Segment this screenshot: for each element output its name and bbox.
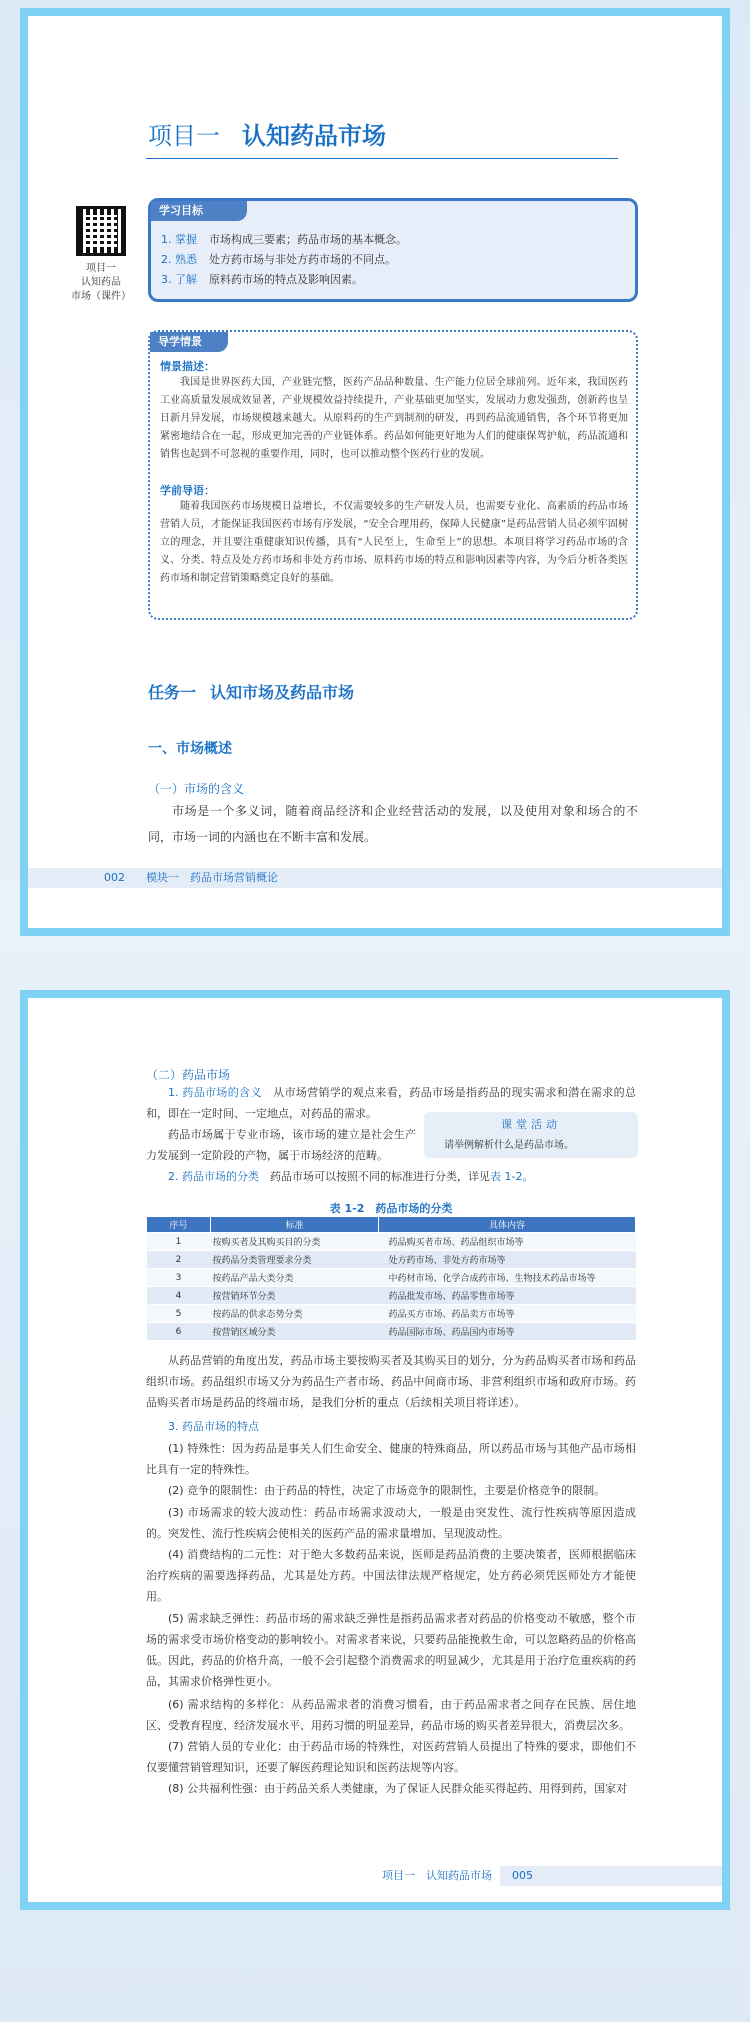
feature-item: (6) 需求结构的多样化：从药品需求者的消费习惯看，由于药品需求者之间存在民族、居住地区、受教育程度、经济发展水平、用药习惯的明显差异，药品市场的购买者差异很大，消费层次多。 bbox=[146, 1698, 636, 1732]
intro-paragraph: 随着我国医药市场规模日益增长，不仅需要较多的生产研发人员，也需要专业化、高素质的药品市场营销人员，才能保证我国医药市场有序发展，“安全合理用药，保障人民健康”是药品营销人员必须牢固树立的理念，并且要注重健康知识传播，具有“人民至上，生命至上”的思想。本项目将学习药品市场的含义、分类、特点及处方药市场和非处方药市场、原料药市场的特点和影响因素等内容，为今后分析各类医药市场和制定营销策略奠定良好的基础。 bbox=[160, 501, 628, 584]
qr-caption: 项目一 认知药品 市场（课件） bbox=[71, 263, 131, 302]
paragraph-classification bbox=[146, 1166, 636, 1187]
project-heading bbox=[148, 116, 386, 151]
page-002 bbox=[20, 8, 730, 936]
heading-rule bbox=[146, 158, 618, 159]
class-activity-text: 请举例解析什么是药品市场。 bbox=[444, 1140, 574, 1151]
scenario-paragraph: 我国是世界医药大国，产业链完整，医药产品品种数量、生产能力位居全球前列。近年来，我国医药工业高质量发展成效显著，产业规模效益持续提升，产业基础更加坚实，发展动力愈发强劲，创新药也呈日新月异发展，市场规模越来越大。从原料药的生产到制剂的研发，再到药品流通销售，各个环节将更加紧密地结合在一起，形成更加完善的产业链体系。药品如何能更好地为人们的健康保驾护航，药品流通和销售也起到不可忽视的重要作用，同时，也可以推动整个医药行业的发展。 bbox=[160, 377, 628, 460]
body-paragraph: 市场是一个多义词，随着商品经济和企业经营活动的发展，以及使用对象和场合的不同，市场一词的内涵也在不断丰富和发展。 bbox=[148, 804, 638, 844]
page-number: 005 bbox=[512, 1869, 533, 1882]
subsection-heading: （二）药品市场 bbox=[146, 1068, 231, 1082]
page-number: 002 bbox=[104, 871, 125, 884]
table-header-row bbox=[147, 1217, 636, 1233]
table-caption: 表 1-2 药品市场的分类 bbox=[329, 1202, 453, 1215]
goal-text: 原料药市场的特点及影响因素。 bbox=[209, 273, 363, 286]
table-cell: 药品国际市场、药品国内市场等 bbox=[379, 1323, 636, 1341]
goal-key: 2. 熟悉 bbox=[161, 253, 197, 266]
table-cell: 处方药市场、非处方药市场等 bbox=[379, 1251, 636, 1269]
classification-table bbox=[146, 1216, 636, 1341]
task-number: 任务一 bbox=[148, 683, 197, 702]
table-row bbox=[147, 1323, 636, 1341]
guide-scenario-tab: 导学情景 bbox=[150, 332, 228, 352]
table-row bbox=[147, 1305, 636, 1323]
goal-key: 1. 掌握 bbox=[161, 233, 197, 246]
table-cell: 6 bbox=[147, 1323, 211, 1341]
table-row bbox=[147, 1251, 636, 1269]
class-activity-box bbox=[424, 1112, 638, 1158]
goal-item bbox=[161, 231, 407, 247]
subsection-heading: （一）市场的含义 bbox=[148, 782, 245, 796]
point-text: 药品市场可以按照不同的标准进行分类，详见 bbox=[270, 1170, 490, 1183]
point-text: 从市场营销学的观点来看，药品市场是指药品的现实需求和潜在需求的总和，即在一定时间、一定地点，对药品的需求。 bbox=[146, 1086, 637, 1120]
goal-item bbox=[161, 271, 363, 287]
goal-item bbox=[161, 251, 396, 267]
page-005 bbox=[20, 990, 730, 1910]
table-header-cell: 标准 bbox=[211, 1217, 379, 1233]
table-cell: 药品购买者市场、药品组织市场等 bbox=[379, 1233, 636, 1251]
features-heading bbox=[146, 1416, 636, 1437]
table-cell: 药品买方市场、药品卖方市场等 bbox=[379, 1305, 636, 1323]
footer-bar bbox=[28, 868, 722, 888]
table-cell: 按药品分类管理要求分类 bbox=[211, 1251, 379, 1269]
table-header-cell: 序号 bbox=[147, 1217, 211, 1233]
guide-scenario-box bbox=[148, 330, 638, 620]
table-cell: 3 bbox=[147, 1269, 211, 1287]
table-cell: 按营销环节分类 bbox=[211, 1287, 379, 1305]
table-cell: 按药品产品大类分类 bbox=[211, 1269, 379, 1287]
project-number: 项目一 bbox=[148, 122, 220, 150]
footer-title: 项目一 认知药品市场 bbox=[382, 1869, 492, 1882]
goal-text: 市场构成三要素；药品市场的基本概念。 bbox=[209, 233, 407, 246]
scenario-subheading: 情景描述： bbox=[160, 360, 215, 373]
footer-bar bbox=[500, 1866, 722, 1886]
section-heading: 一、市场概述 bbox=[148, 741, 232, 757]
paragraph-professional-market: 药品市场属于专业市场，该市场的建立是社会生产力发展到一定阶段的产物，属于市场经济的范畴。 bbox=[146, 1128, 416, 1162]
class-activity-title: 课堂活动 bbox=[501, 1118, 561, 1131]
feature-item: (2) 竞争的限制性：由于药品的特性，决定了市场竞争的限制性，主要是价格竞争的限制。 bbox=[168, 1484, 606, 1497]
table-header-cell: 具体内容 bbox=[379, 1217, 636, 1233]
table-cell: 按营销区域分类 bbox=[211, 1323, 379, 1341]
feature-item: (8) 公共福利性强：由于药品关系人类健康，为了保证人民群众能买得起药、用得到药，国家对 bbox=[168, 1782, 628, 1795]
feature-item: (3) 市场需求的较大波动性：药品市场需求波动大，一般是由突发性、流行性疾病等原因造成的。突发性、流行性疾病会使相关的医药产品的需求量增加、呈现波动性。 bbox=[146, 1506, 636, 1540]
feature-item: (7) 营销人员的专业化：由于药品市场的特殊性，对医药营销人员提出了特殊的要求，即他们不仅要懂营销管理知识，还要了解医药理论知识和医药法规等内容。 bbox=[146, 1740, 636, 1774]
task-heading bbox=[148, 680, 354, 703]
goal-key: 3. 了解 bbox=[161, 273, 197, 286]
point-key: 3. 药品市场的特点 bbox=[168, 1420, 259, 1433]
table-cell: 5 bbox=[147, 1305, 211, 1323]
table-cell: 1 bbox=[147, 1233, 211, 1251]
point-key: 2. 药品市场的分类 bbox=[168, 1170, 259, 1183]
table-cell: 药品批发市场、药品零售市场等 bbox=[379, 1287, 636, 1305]
point-key: 1. 药品市场的含义 bbox=[168, 1086, 262, 1099]
intro-subheading: 学前导语： bbox=[160, 484, 215, 497]
project-title: 认知药品市场 bbox=[242, 122, 386, 150]
table-cell: 4 bbox=[147, 1287, 211, 1305]
feature-item: (1) 特殊性：因为药品是事关人们生命安全、健康的特殊商品，所以药品市场与其他产品市场相比具有一定的特殊性。 bbox=[146, 1442, 636, 1476]
qr-code-icon[interactable] bbox=[76, 206, 126, 256]
feature-item: (4) 消费结构的二元性：对于绝大多数药品来说，医师是药品消费的主要决策者，医师根据临床治疗疾病的需要选择药品，尤其是处方药。中国法律法规严格规定，处方药必须凭医师处方才能使用。 bbox=[146, 1548, 636, 1603]
footer-title: 模块一 药品市场营销概论 bbox=[146, 871, 278, 884]
table-cell: 2 bbox=[147, 1251, 211, 1269]
table-row bbox=[147, 1233, 636, 1251]
feature-item: (5) 需求缺乏弹性：药品市场的需求缺乏弹性是指药品需求者对药品的价格变动不敏感，整个市场的需求受市场价格变动的影响较小。对需求者来说，只要药品能挽救生命，可以忽略药品的价格高低。因此，药品的价格升高，一般不会引起整个消费需求的明显减少，尤其是用于治疗危重疾病的药品，其需求价格弹性更小。 bbox=[146, 1612, 636, 1688]
table-row bbox=[147, 1269, 636, 1287]
learning-goals-tab: 学习目标 bbox=[151, 201, 247, 221]
task-title: 认知市场及药品市场 bbox=[210, 683, 355, 702]
table-row bbox=[147, 1287, 636, 1305]
goal-text: 处方药市场与非处方药市场的不同点。 bbox=[209, 253, 396, 266]
table-reference-link[interactable]: 表 1-2。 bbox=[490, 1170, 534, 1183]
learning-goals-box bbox=[148, 198, 638, 302]
table-cell: 中药材市场、化学合成药市场、生物技术药品市场等 bbox=[379, 1269, 636, 1287]
table-cell: 按购买者及其购买目的分类 bbox=[211, 1233, 379, 1251]
paragraph-market-division: 从药品营销的角度出发，药品市场主要按购买者及其购买目的划分，分为药品购买者市场和药品组织市场。药品组织市场又分为药品生产者市场、药品中间商市场、非营利组织市场和政府市场。药品购买者市场是药品的终端市场，是我们分析的重点（后续相关项目将详述）。 bbox=[146, 1354, 636, 1409]
table-cell: 按药品的供求态势分类 bbox=[211, 1305, 379, 1323]
